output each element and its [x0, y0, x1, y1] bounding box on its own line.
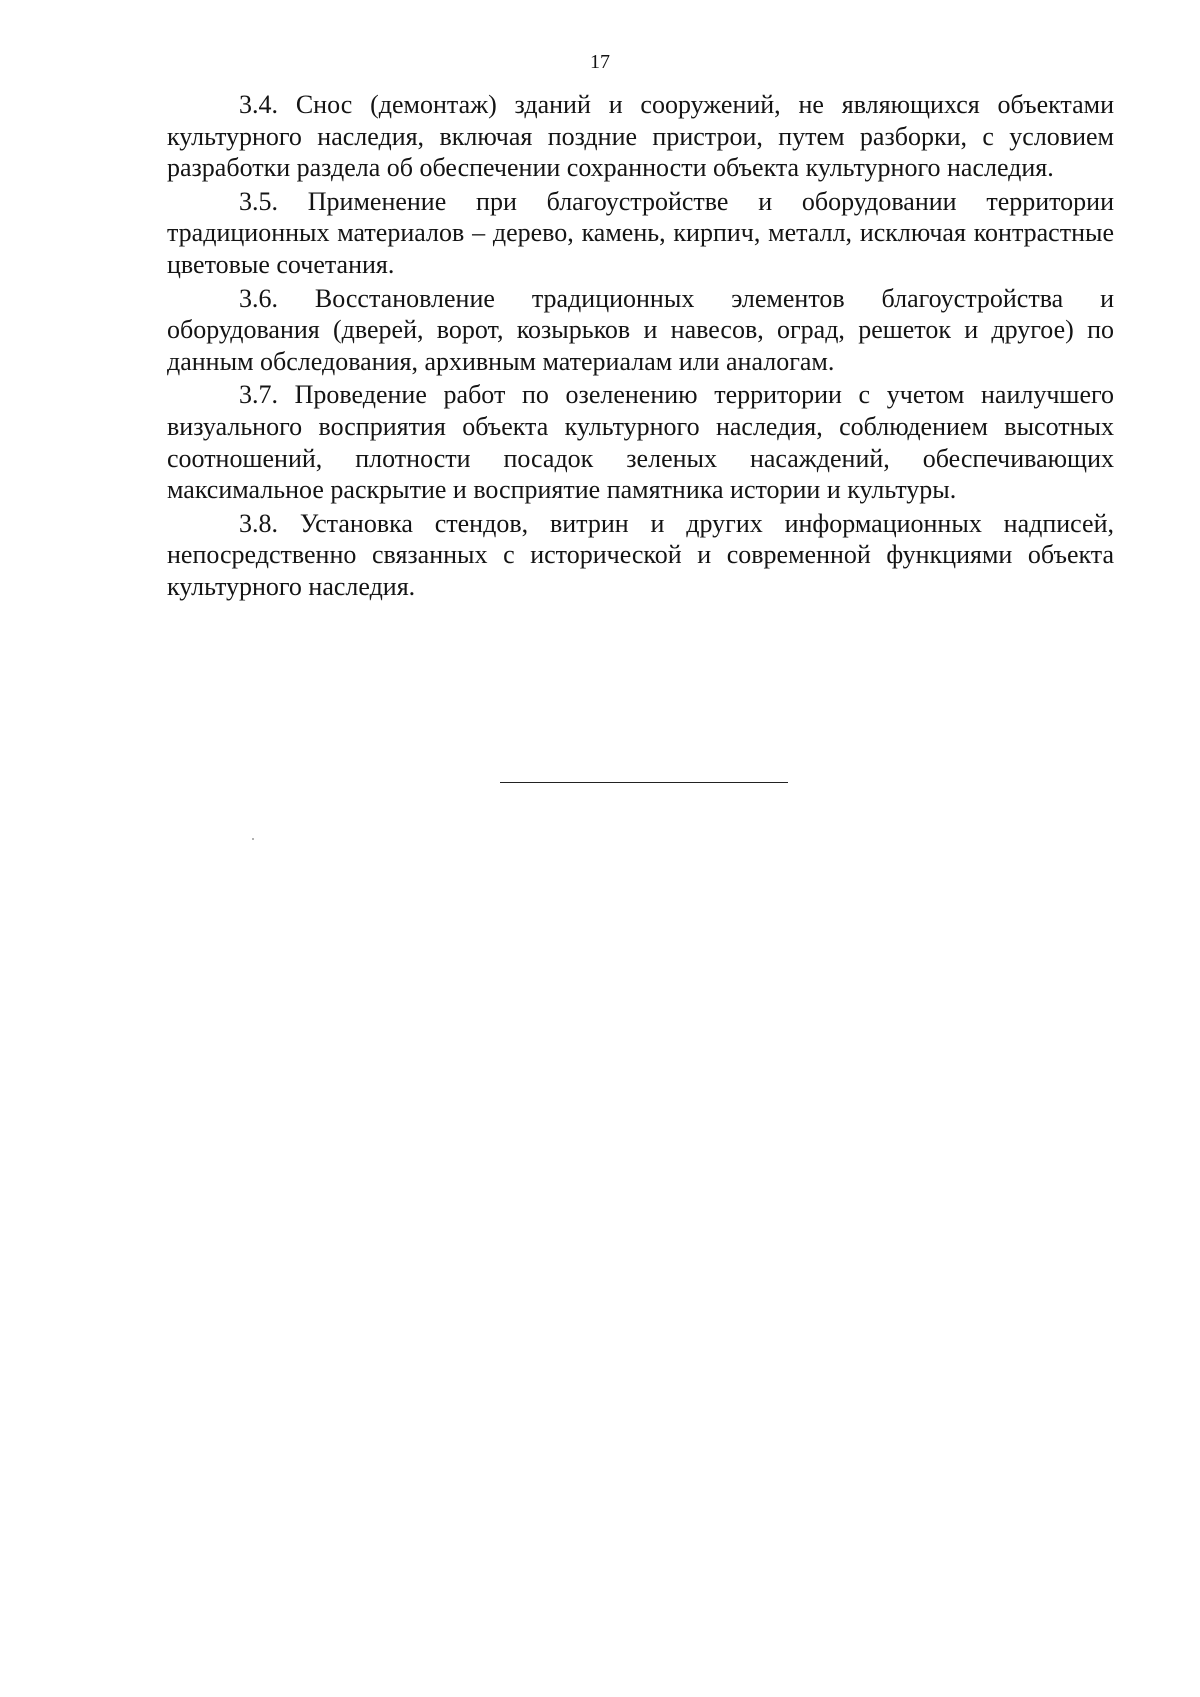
scan-speck [252, 838, 254, 840]
page-number: 17 [590, 51, 610, 73]
paragraph-3-6: 3.6. Восстановление традиционных элементов благоустройства и оборудования (дверей, ворот, козырьков и навесов, оград, решеток и другое) по данным обследования, архивным материалам или аналогам. [167, 283, 1114, 376]
paragraph-3-5: 3.5. Применение при благоустройстве и оборудовании территории традиционных материалов – дерево, камень, кирпич, металл, исключая контрастные цветовые сочетания. [167, 186, 1114, 279]
paragraph-3-4: 3.4. Снос (демонтаж) зданий и сооружений, не являющихся объектами культурного наследия, включая поздние пристрои, путем разборки, с условием разработки раздела об обеспечении сохранности объекта культурного наследия. [167, 90, 1114, 183]
end-of-document-rule [500, 782, 788, 783]
paragraph-3-8: 3.8. Установка стендов, витрин и других информационных надписей, непосредственно связанных с исторической и современной функциями объекта культурного наследия. [167, 508, 1114, 601]
paragraph-3-7: 3.7. Проведение работ по озеленению территории с учетом наилучшего визуального восприятия объекта культурного наследия, соблюдением высотных соотношений, плотности посадок зеленых насаждений, обеспечивающих максимальное раскрытие и восприятие памятника истории и культуры. [167, 380, 1114, 505]
document-body [167, 89, 1114, 603]
